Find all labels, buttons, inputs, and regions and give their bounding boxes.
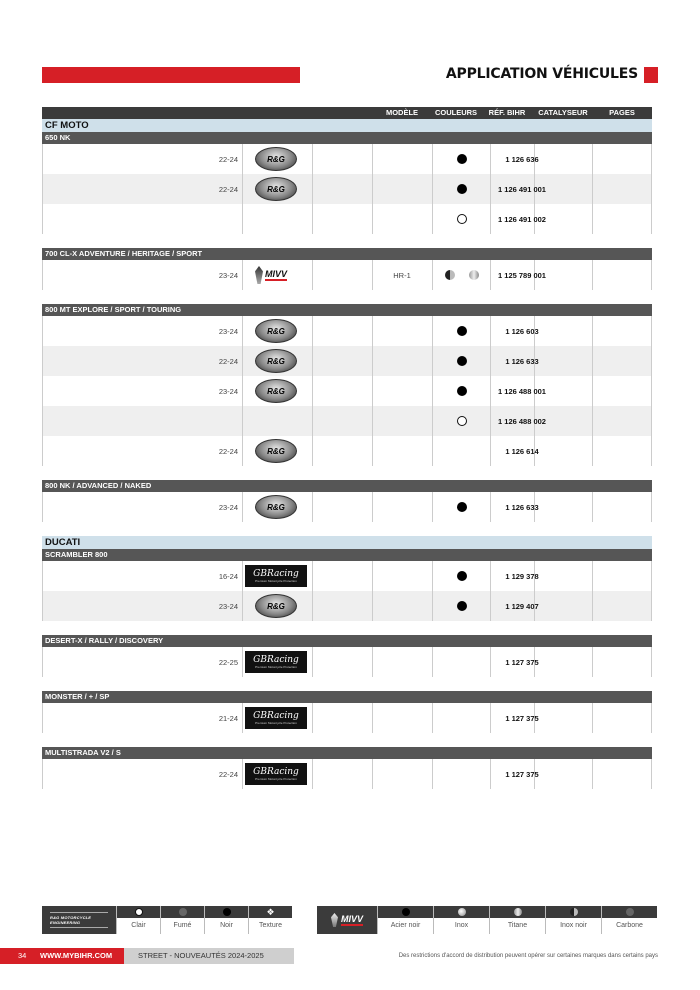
gbracing-logo <box>245 651 307 673</box>
legend-band <box>205 906 248 918</box>
color-carbone-icon <box>626 908 634 916</box>
table-row <box>42 492 652 522</box>
column-divider <box>651 591 652 621</box>
column-divider <box>312 759 313 789</box>
year-range: 22-24 <box>218 184 238 194</box>
brand-logo-cell <box>244 260 308 290</box>
year-range: 22-25 <box>218 657 238 667</box>
color-inox-icon <box>458 908 466 916</box>
modele-value <box>372 376 432 406</box>
footer-red-band <box>0 948 124 964</box>
model-rows <box>42 492 652 522</box>
color-halfdark-icon <box>445 270 455 280</box>
spacer <box>42 466 652 480</box>
col-pages: PAGES <box>609 108 635 117</box>
distribution-note: Des restrictions d'accord de distribution peuvent opérer sur certaines marques dans certains pays <box>398 953 658 959</box>
year-range: 23-24 <box>218 502 238 512</box>
rg-logo: R&G <box>255 319 297 343</box>
legend-band <box>490 906 545 918</box>
year-range: 22-24 <box>218 356 238 366</box>
table-row <box>42 591 652 621</box>
column-divider <box>651 759 652 789</box>
model-header: MULTISTRADA V2 / S <box>42 747 652 759</box>
model-header: DESERT-X / RALLY / DISCOVERY <box>42 635 652 647</box>
color-fume-icon <box>179 908 187 916</box>
legend-band <box>161 906 204 918</box>
ref-bihr: 1 126 636 <box>505 154 539 164</box>
legend-item-halfdark <box>545 906 601 934</box>
mivv-logo-text: MIVV <box>265 269 288 279</box>
model-rows <box>42 561 652 621</box>
column-divider <box>242 174 243 204</box>
mivv-logo-text: MIVV <box>340 914 363 924</box>
brand-logo-cell <box>244 204 308 234</box>
legend-rg-logo-cell <box>42 906 116 934</box>
year-range: 23-24 <box>218 601 238 611</box>
brand-logo-cell <box>244 144 308 174</box>
table-row <box>42 260 652 290</box>
color-clair-icon <box>135 908 143 916</box>
column-divider <box>242 591 243 621</box>
column-divider <box>312 174 313 204</box>
color-noir-icon <box>457 184 467 194</box>
ref-bihr: 1 126 491 001 <box>498 184 546 194</box>
legend-item-noir <box>204 906 248 934</box>
column-divider <box>242 492 243 522</box>
brand-logo-cell <box>244 703 308 733</box>
gbracing-logo <box>245 763 307 785</box>
column-divider <box>242 406 243 436</box>
modele-value <box>372 204 432 234</box>
rg-logo: R&G <box>255 594 297 618</box>
ref-bihr: 1 126 633 <box>505 502 539 512</box>
legend-item-noir <box>377 906 433 934</box>
column-divider <box>651 316 652 346</box>
mivv-logo <box>255 264 297 286</box>
website-link[interactable]: WWW.MYBIHR.COM <box>40 951 113 960</box>
model-header: MONSTER / + / SP <box>42 691 652 703</box>
color-noir-icon <box>457 356 467 366</box>
color-clair-icon <box>457 214 467 224</box>
brand-header: DUCATI <box>42 536 652 549</box>
legend-label: Fumé <box>173 922 192 929</box>
column-divider <box>592 492 593 522</box>
brand-logo-cell <box>244 376 308 406</box>
column-divider <box>651 174 652 204</box>
table-body <box>42 119 652 789</box>
model-header: 800 MT EXPLORE / SPORT / TOURING <box>42 304 652 316</box>
mivv-arrow-icon <box>255 266 263 284</box>
mivv-arrow-icon <box>331 913 338 927</box>
brand-logo-cell <box>244 591 308 621</box>
rg-logo: R&G MOTORCYCLE ENGINEERING <box>50 912 108 928</box>
ref-bihr: 1 126 603 <box>505 326 539 336</box>
column-divider <box>592 204 593 234</box>
spacer <box>42 677 652 691</box>
legend-label: Acier noir <box>390 922 421 929</box>
legend-rg <box>42 906 292 934</box>
gbracing-logo <box>245 565 307 587</box>
brand-logo-cell <box>244 647 308 677</box>
table-row <box>42 759 652 789</box>
modele-value <box>372 174 432 204</box>
table-row <box>42 647 652 677</box>
brand-logo-cell <box>244 406 308 436</box>
modele-value <box>372 759 432 789</box>
legend-item-texture <box>248 906 292 934</box>
color-noir-icon <box>457 154 467 164</box>
rg-logo: R&G <box>255 147 297 171</box>
column-divider <box>651 260 652 290</box>
column-divider <box>592 561 593 591</box>
brand-logo-cell <box>244 346 308 376</box>
column-divider <box>651 647 652 677</box>
column-divider <box>651 436 652 466</box>
column-divider <box>592 144 593 174</box>
column-divider <box>592 759 593 789</box>
brand-logo-cell <box>244 759 308 789</box>
col-modele: MODÈLE <box>385 108 419 117</box>
ref-bihr: 1 126 488 002 <box>498 416 546 426</box>
rg-logo: R&G <box>255 379 297 403</box>
brand-header: CF MOTO <box>42 119 652 132</box>
column-divider <box>242 647 243 677</box>
table-row <box>42 436 652 466</box>
model-rows <box>42 647 652 677</box>
column-divider <box>312 436 313 466</box>
modele-value <box>372 561 432 591</box>
rg-logo: R&G <box>255 177 297 201</box>
legend-band <box>378 906 433 918</box>
modele-value: HR-1 <box>393 270 411 280</box>
column-divider <box>592 316 593 346</box>
model-rows <box>42 144 652 234</box>
column-divider <box>592 376 593 406</box>
model-header: 800 NK / ADVANCED / NAKED <box>42 480 652 492</box>
color-halfdark-icon <box>570 908 578 916</box>
column-divider <box>592 406 593 436</box>
rg-logo: R&G <box>255 349 297 373</box>
legend-label: Noir <box>220 922 233 929</box>
column-divider <box>242 346 243 376</box>
ref-bihr: 1 126 491 002 <box>498 214 546 224</box>
legend-band <box>249 906 292 918</box>
color-clair-icon <box>457 416 467 426</box>
gbracing-logo-text: GBRacing <box>253 655 299 665</box>
spacer <box>42 522 652 536</box>
section-label: STREET - NOUVEAUTÉS 2024-2025 <box>124 948 294 964</box>
mivv-logo <box>331 913 363 927</box>
title-red-square <box>644 67 658 83</box>
legend-label: Inox noir <box>560 922 587 929</box>
modele-value <box>372 316 432 346</box>
column-divider <box>242 436 243 466</box>
ref-bihr: 1 127 375 <box>505 769 539 779</box>
col-couleurs: COULEURS <box>434 108 478 117</box>
spacer <box>42 234 652 248</box>
rg-logo: R&G <box>255 495 297 519</box>
column-divider <box>312 406 313 436</box>
column-divider <box>312 561 313 591</box>
legend-band <box>434 906 489 918</box>
color-noir-icon <box>457 386 467 396</box>
modele-value <box>372 591 432 621</box>
legend-label: Clair <box>131 922 146 929</box>
table-row <box>42 703 652 733</box>
model-header: 650 NK <box>42 132 652 144</box>
column-divider <box>651 406 652 436</box>
application-table <box>42 107 652 789</box>
model-header: SCRAMBLER 800 <box>42 549 652 561</box>
table-row <box>42 346 652 376</box>
column-divider <box>592 591 593 621</box>
modele-value <box>372 492 432 522</box>
column-divider <box>242 204 243 234</box>
legend-item-inox <box>433 906 489 934</box>
column-divider <box>592 174 593 204</box>
gbracing-logo-text: GBRacing <box>253 767 299 777</box>
brand-logo-cell <box>244 561 308 591</box>
color-noir-icon <box>402 908 410 916</box>
column-divider <box>242 260 243 290</box>
gbracing-logo-text: GBRacing <box>253 569 299 579</box>
year-range: 21-24 <box>218 713 238 723</box>
legend-item-carbone <box>601 906 657 934</box>
legend-label: Texture <box>259 922 282 929</box>
column-divider <box>651 492 652 522</box>
spacer <box>42 621 652 635</box>
column-divider <box>242 561 243 591</box>
modele-value <box>372 436 432 466</box>
ref-bihr: 1 126 488 001 <box>498 386 546 396</box>
column-divider <box>592 436 593 466</box>
column-divider <box>651 561 652 591</box>
col-ref-bihr: RÉF. BIHR <box>488 108 526 117</box>
column-divider <box>242 144 243 174</box>
footer <box>0 948 700 964</box>
model-rows <box>42 703 652 733</box>
column-header-row <box>42 107 652 119</box>
column-divider <box>312 346 313 376</box>
ref-bihr: 1 129 407 <box>505 601 539 611</box>
column-divider <box>312 316 313 346</box>
table-row <box>42 204 652 234</box>
year-range <box>42 406 238 436</box>
texture-icon: ❖ <box>266 907 275 917</box>
legend-label: Carbone <box>616 922 643 929</box>
color-noir-icon <box>457 571 467 581</box>
column-divider <box>592 346 593 376</box>
gbracing-logo-tagline: Premium Motorcycle Protection <box>255 777 297 781</box>
column-divider <box>651 204 652 234</box>
gbracing-logo-text: GBRacing <box>253 711 299 721</box>
year-range: 23-24 <box>218 326 238 336</box>
table-row <box>42 174 652 204</box>
model-rows <box>42 759 652 789</box>
ref-bihr: 1 126 614 <box>505 446 539 456</box>
gbracing-logo <box>245 707 307 729</box>
ref-bihr: 1 127 375 <box>505 657 539 667</box>
ref-bihr: 1 125 789 001 <box>498 270 546 280</box>
column-divider <box>651 376 652 406</box>
color-noir-icon <box>457 601 467 611</box>
legend-item-titane <box>489 906 545 934</box>
modele-value <box>372 703 432 733</box>
year-range: 23-24 <box>218 270 238 280</box>
legend-band <box>117 906 160 918</box>
legend-label: Titane <box>507 922 528 929</box>
column-divider <box>592 703 593 733</box>
column-divider <box>242 703 243 733</box>
table-row <box>42 316 652 346</box>
legend-item-clair <box>116 906 160 934</box>
year-range: 23-24 <box>218 386 238 396</box>
gbracing-logo-tagline: Premium Motorcycle Protection <box>255 579 297 583</box>
ref-bihr: 1 126 633 <box>505 356 539 366</box>
column-divider <box>312 492 313 522</box>
year-range <box>42 204 238 234</box>
column-divider <box>312 703 313 733</box>
table-row <box>42 376 652 406</box>
table-row <box>42 561 652 591</box>
column-divider <box>312 144 313 174</box>
brand-logo-cell <box>244 316 308 346</box>
brand-logo-cell <box>244 174 308 204</box>
table-row <box>42 406 652 436</box>
legend-band <box>546 906 601 918</box>
ref-bihr: 1 129 378 <box>505 571 539 581</box>
column-divider <box>312 204 313 234</box>
modele-value <box>372 144 432 174</box>
spacer <box>42 290 652 304</box>
color-titane-icon <box>514 908 522 916</box>
brand-logo-cell <box>244 492 308 522</box>
year-range: 22-24 <box>218 154 238 164</box>
model-rows <box>42 316 652 466</box>
model-rows <box>42 260 652 290</box>
legend-label: Inox <box>454 922 469 929</box>
col-catalyseur: CATALYSEUR <box>538 108 588 117</box>
year-range: 22-24 <box>218 769 238 779</box>
column-divider <box>592 260 593 290</box>
model-header: 700 CL-X ADVENTURE / HERITAGE / SPORT <box>42 248 652 260</box>
header-red-bar <box>42 67 300 83</box>
column-divider <box>312 376 313 406</box>
column-divider <box>242 759 243 789</box>
color-noir-icon <box>457 502 467 512</box>
column-divider <box>651 703 652 733</box>
column-divider <box>312 647 313 677</box>
year-range: 22-24 <box>218 446 238 456</box>
column-divider <box>312 591 313 621</box>
column-divider <box>312 260 313 290</box>
year-range: 16-24 <box>218 571 238 581</box>
spacer <box>42 733 652 747</box>
brand-logo-cell <box>244 436 308 466</box>
page-title: APPLICATION VÉHICULES <box>445 66 638 82</box>
color-noir-icon <box>457 326 467 336</box>
column-divider <box>242 376 243 406</box>
column-divider <box>242 316 243 346</box>
ref-bihr: 1 127 375 <box>505 713 539 723</box>
column-divider <box>651 144 652 174</box>
legend-mivv-logo-cell <box>317 906 377 934</box>
modele-value <box>372 346 432 376</box>
legend-mivv <box>317 906 658 934</box>
column-divider <box>651 346 652 376</box>
color-noir-icon <box>223 908 231 916</box>
gbracing-logo-tagline: Premium Motorcycle Protection <box>255 665 297 669</box>
modele-value <box>372 647 432 677</box>
column-divider <box>592 647 593 677</box>
legend-band <box>602 906 657 918</box>
legend-item-fume <box>160 906 204 934</box>
page-number: 34 <box>18 951 27 960</box>
table-row <box>42 144 652 174</box>
modele-value <box>372 406 432 436</box>
rg-logo: R&G <box>255 439 297 463</box>
gbracing-logo-tagline: Premium Motorcycle Protection <box>255 721 297 725</box>
